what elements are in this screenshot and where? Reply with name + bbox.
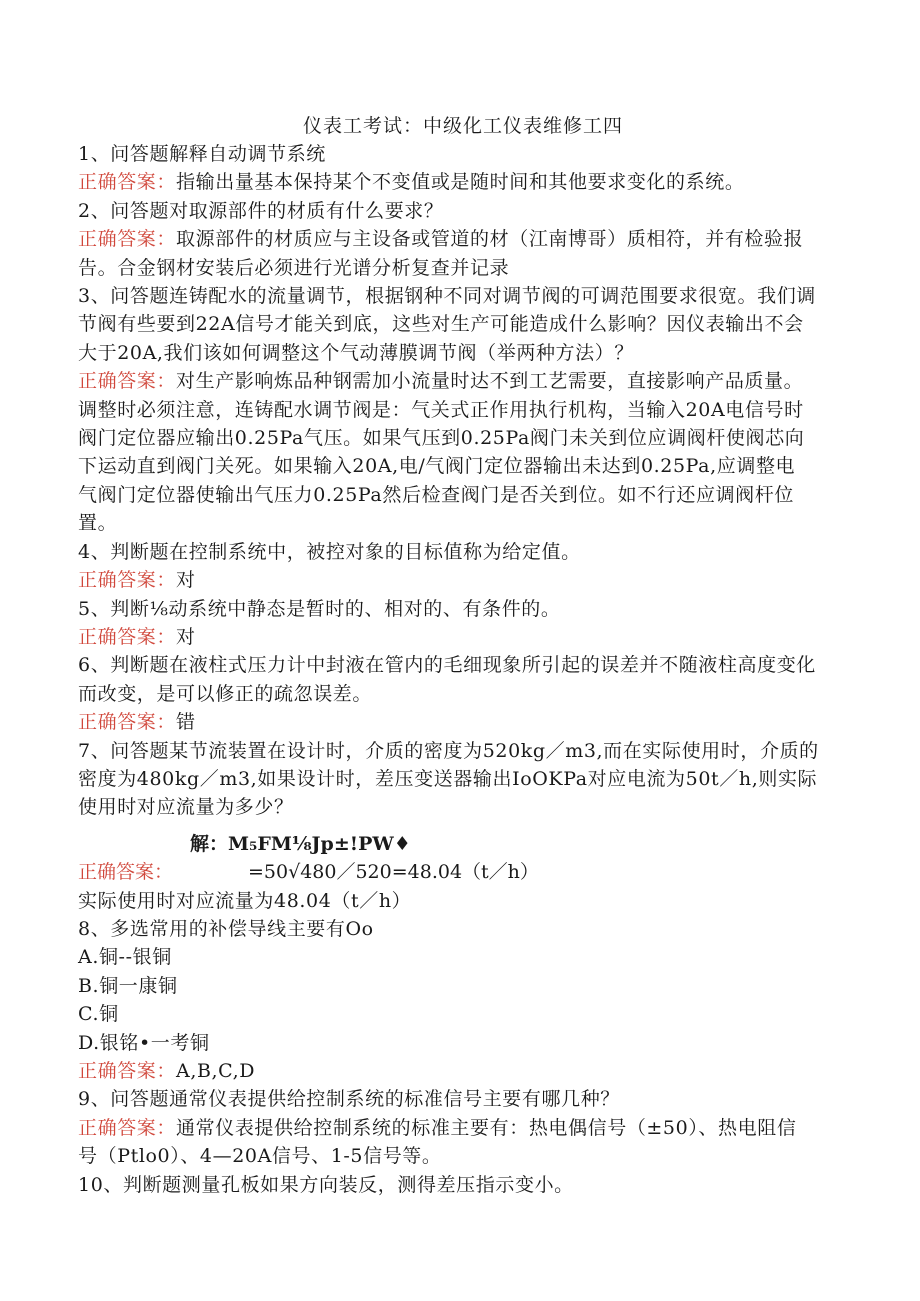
question-10: 10、判断题测量孔板如果方向装反，测得差压指示变小。 [78,1173,574,1196]
option-a: A.铜--银铜 [78,946,172,969]
answer-1-text: 指输出量基本保持某个不变值或是随时间和其他要求变化的系统。 [176,171,745,194]
answer-5-text: 对 [176,625,196,648]
answer-2-text-l1: 取源部件的材质应与主设备或管道的材（江南博哥）质相符，并有检验报 [176,228,804,251]
answer-3-line-4: 下运动直到阀门关死。如果输入20A,电/气阀门定位器输出未达到0.25Pa,应调整电 [78,455,796,478]
answer-4-text: 对 [176,569,196,592]
answer-8-text: A,B,C,D [176,1059,256,1082]
answer-4 [78,566,848,594]
question-3-line-2: 节阀有些要到22A信号才能关到底，这些对生产可能造成什么影响？因仪表输出不会 [78,313,804,336]
answer-3-line-6: 置。 [78,512,118,535]
answer-3-line-3: 阀门定位器应输出0.25Pa气压。如果气压到0.25Pa阀门未关到位应调阀杆使阀芯向 [78,427,805,450]
question-4: 4、判断题在控制系统中，被控对象的目标值称为给定值。 [78,540,581,563]
question-1: 1、问答题解释自动调节系统 [78,143,326,165]
answer-3-line-5: 气阀门定位器使输出气压力0.25Pa然后检查阀门是否关到位。如不行还应调阀杆位 [78,483,794,506]
answer-7-line-2: 实际使用时对应流量为48.04（t／h） [78,889,412,912]
answer-label: 正确答案： [78,569,177,592]
answer-3-text-l1: 对生产影响炼品种钢需加小流量时达不到工艺需要，直接影响产品质量。 [176,370,804,393]
answer-label: 正确答案： [78,1059,177,1082]
answer-7 [78,858,848,886]
question-7-line-2: 密度为480kg／m3,如果设计时，差压变送器输出IoOKPa对应电流为50t／h,则实际 [78,767,818,790]
question-5: 5、判断⅛动系统中静态是暂时的、相对的、有条件的。 [78,597,561,620]
answer-9-line-2: 号（Ptlo0）、4—20A信号、1-5信号等。 [78,1145,442,1168]
answer-label: 正确答案： [78,711,177,734]
answer-label: 正确答案： [78,1116,177,1139]
document-page [78,112,848,1199]
question-9: 9、问答题通常仪表提供给控制系统的标准信号主要有哪几种？ [78,1088,620,1111]
option-c: C.铜 [78,1003,119,1026]
answer-7-formula: =50√480／520=48.04（t／h） [248,861,539,884]
answer-label: 正确答案： [78,228,177,251]
answer-6-text: 错 [176,711,196,734]
question-8: 8、多选常用的补偿导线主要有Oo [78,917,374,940]
answer-5 [78,623,848,651]
answer-label: 正确答案： [78,171,177,194]
answer-2-line-2: 告。合金钢材安装后必须进行光谱分析复查并记录 [78,256,510,279]
question-6-line-1: 6、判断题在液柱式压力计中封液在管内的毛细现象所引起的误差并不随液柱高度变化 [78,654,816,677]
answer-label: 正确答案： [78,625,177,648]
question-3-line-3: 大于20A,我们该如何调整这个气动薄膜调节阀（举两种方法）？ [78,341,634,364]
option-b: B.铜一康铜 [78,974,178,997]
option-d: D.银铭•一考铜 [78,1031,210,1054]
answer-label: 正确答案： [78,861,174,884]
page-title: 仪表工考试：中级化工仪表维修工四 [302,115,623,137]
formula-prefix: 解：M₅FM⅛Jp±!PW♦ [190,832,411,855]
answer-3 [78,367,848,395]
answer-1 [78,168,848,196]
question-2: 2、问答题对取源部件的材质有什么要求？ [78,199,444,222]
answer-label: 正确答案： [78,370,177,393]
answer-6 [78,708,848,736]
question-7-line-3: 使用时对应流量为多少？ [78,796,294,819]
answer-2 [78,225,848,253]
question-6-line-2: 而改变，是可以修正的疏忽误差。 [78,682,373,705]
answer-3-line-2: 调整时必须注意，连铸配水调节阀是：气关式正作用执行机构，当输入20A电信号时 [78,398,804,421]
answer-8 [78,1057,848,1085]
formula-line [78,830,848,858]
question-7-line-1: 7、问答题某节流装置在设计时，介质的密度为520kg／m3,而在实际使用时，介质的 [78,739,819,762]
answer-9-text-l1: 通常仪表提供给控制系统的标准主要有：热电偶信号（±50）、热电阻信 [176,1116,797,1139]
answer-9 [78,1114,848,1142]
question-3-line-1: 3、问答题连铸配水的流量调节，根据钢种不同对调节阀的可调范围要求很宽。我们调 [78,285,816,308]
